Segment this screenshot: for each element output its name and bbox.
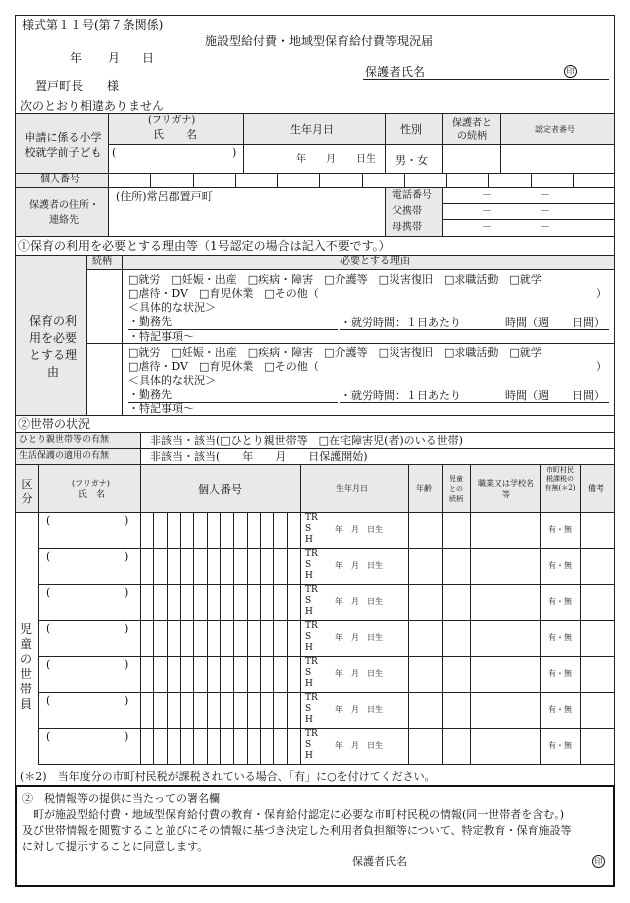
consent-line3: に対して提示することに同意します。 [22, 840, 209, 853]
reason-line2-end: ） [596, 287, 607, 300]
welfare-value: 非該当・該当( 年 月 日保護開始) [150, 450, 368, 463]
digit-cell-divider [220, 656, 221, 692]
digit-cell-divider [404, 173, 405, 187]
dash: － [540, 222, 550, 233]
digit-cell-divider [193, 173, 194, 187]
phone-label: 電話番号 [392, 190, 432, 201]
digit-cell-divider [362, 173, 363, 187]
header-kubun: 区分 [21, 478, 33, 505]
digit-cell-divider [247, 548, 248, 584]
paren-open: ( [46, 550, 51, 563]
col-divider [580, 464, 581, 764]
hours-days: 日間） [572, 316, 605, 329]
reason-line4 [128, 388, 172, 402]
consent-title: ② 税情報等の提供に当たっての署名欄 [22, 792, 220, 805]
digit-cell-divider [319, 173, 320, 187]
guardian-name-label: 保護者氏名 [365, 65, 426, 79]
col-divider [38, 464, 39, 764]
dash: － [482, 206, 492, 217]
row-divider [38, 548, 615, 549]
paren-close: ) [124, 658, 129, 671]
era-label: S [305, 704, 312, 714]
single-parent-label: ひとり親世帯等の有無 [19, 435, 110, 445]
reason-line3: ＜具体的な状況＞ [128, 374, 216, 387]
digit-cell-divider [220, 584, 221, 620]
date-year-label: 年 [70, 51, 83, 65]
reason-line5: ・特記事項～ [128, 402, 194, 415]
era-label: TR [305, 657, 318, 667]
birth-value: 年 月 日生 [335, 561, 383, 570]
digit-cell-divider [153, 584, 154, 620]
digit-cell-divider [193, 584, 194, 620]
paren-open: ( [46, 622, 51, 635]
digit-cell-divider [287, 548, 288, 584]
col-divider [300, 464, 301, 764]
row-divider [38, 692, 615, 693]
paren-close: ) [124, 550, 129, 563]
birth-value: 年 月 日生 [335, 525, 383, 534]
digit-cell-divider [167, 728, 168, 764]
digit-cell-divider [573, 173, 574, 187]
birth-value: 年 月 日生 [296, 154, 376, 165]
digit-cell-divider [260, 728, 261, 764]
digit-cell-divider [277, 173, 278, 187]
digit-cell-divider [153, 728, 154, 764]
col-reason: 必要とする理由 [340, 256, 410, 267]
workplace-label: ・勤務先 [128, 388, 172, 401]
digit-cell-divider [207, 692, 208, 728]
applicant-row-label: 申請に係る小学校就学前子ども [24, 131, 102, 159]
digit-cell-divider [153, 656, 154, 692]
tax-value: 有・無 [548, 525, 572, 534]
digit-cell-divider [207, 512, 208, 548]
digit-cell-divider [260, 692, 261, 728]
tax-value: 有・無 [548, 633, 572, 642]
digit-cell-divider [260, 620, 261, 656]
dash: － [540, 206, 550, 217]
reason-line2: □虐待・DV □育児休業 □その他（ [128, 287, 319, 300]
digit-cell-divider [247, 512, 248, 548]
digit-cell-divider [153, 620, 154, 656]
digit-cell-divider [193, 692, 194, 728]
era-label: H [305, 607, 313, 617]
reason-line2-end: ） [596, 360, 607, 373]
digit-cell-divider [247, 656, 248, 692]
digit-cell-divider [207, 584, 208, 620]
digit-cell-divider [167, 692, 168, 728]
digit-cell-divider [167, 620, 168, 656]
digit-cell-divider [193, 620, 194, 656]
consent-line2: 及び世帯情報を閲覧すること並びにその情報に基づき決定した利用者負担額等について、特定教育・保育施設等 [22, 824, 572, 837]
welfare-label: 生活保護の適用の有無 [19, 451, 110, 461]
digit-cell-divider [273, 548, 274, 584]
personal-no-label: 個人番号 [40, 174, 80, 185]
birth-value: 年 月 日生 [335, 597, 383, 606]
digit-cell-divider [180, 584, 181, 620]
seal-mark: 印 [564, 65, 577, 78]
digit-cell-divider [207, 728, 208, 764]
birth-value: 年 月 日生 [335, 633, 383, 642]
reason-line3: ＜具体的な状況＞ [128, 301, 216, 314]
dash: － [482, 190, 492, 201]
header-tax: 市町村民税課税の有無(＊2) [544, 466, 576, 492]
era-label: S [305, 560, 312, 570]
digit-cell-divider [273, 512, 274, 548]
digit-cell-divider [220, 620, 221, 656]
paren-close: ) [124, 622, 129, 635]
digit-cell-divider [180, 728, 181, 764]
era-label: S [305, 524, 312, 534]
hours-label: ・就労時間：１日あたり [340, 316, 461, 329]
era-label: S [305, 632, 312, 642]
digit-cell-divider [193, 548, 194, 584]
paren-open: ( [112, 146, 117, 159]
side-label: 児童の世帯員 [19, 622, 32, 711]
section2-title: ②世帯の状況 [18, 417, 91, 431]
dash: － [482, 222, 492, 233]
digit-cell-divider [233, 656, 234, 692]
era-label: TR [305, 693, 318, 703]
paren-close: ) [124, 514, 129, 527]
hours-label: ・就労時間：１日あたり [340, 389, 461, 402]
paren-open: ( [46, 658, 51, 671]
tax-value: 有・無 [548, 669, 572, 678]
digit-cell-divider [193, 656, 194, 692]
digit-cell-divider [153, 692, 154, 728]
birth-value: 年 月 日生 [335, 705, 383, 714]
era-label: S [305, 596, 312, 606]
col-divider [470, 464, 471, 764]
digit-cell-divider [260, 656, 261, 692]
digit-cell-divider [153, 548, 154, 584]
digit-cell-divider [287, 692, 288, 728]
era-label: H [305, 751, 313, 761]
reason-line4 [128, 315, 172, 329]
hours-week: 時間（週 [505, 389, 549, 402]
section1-title: ①保育の利用を必要とする理由等（1号認定の場合は記入不要です。） [18, 239, 391, 253]
row-divider [38, 584, 615, 585]
era-label: TR [305, 585, 318, 595]
col-divider [540, 464, 541, 764]
era-label: H [305, 679, 313, 689]
digit-cell-divider [235, 173, 236, 187]
digit-cell-divider [287, 584, 288, 620]
row-divider [38, 728, 615, 729]
digit-cell-divider [287, 512, 288, 548]
digit-cell-divider [207, 620, 208, 656]
digit-cell-divider [167, 656, 168, 692]
digit-cell-divider [247, 692, 248, 728]
paren-close: ) [232, 146, 237, 159]
reason-line1: □就労 □妊娠・出産 □疾病・障害 □介護等 □災害復旧 □求職活動 □就学 [128, 346, 542, 359]
row-divider [38, 656, 615, 657]
header-relation: 児童との続柄 [449, 475, 463, 503]
digit-cell-divider [273, 584, 274, 620]
row-divider [38, 620, 615, 621]
digit-cell-divider [531, 173, 532, 187]
sex-value: 男・女 [395, 154, 428, 167]
paren-open: ( [46, 514, 51, 527]
digit-cell-divider [167, 548, 168, 584]
digit-cell-divider [233, 548, 234, 584]
header-birth: 生年月日 [336, 484, 368, 493]
name-label: 氏 名 [153, 128, 197, 141]
digit-cell-divider [220, 512, 221, 548]
digit-cell-divider [233, 584, 234, 620]
tax-value: 有・無 [548, 705, 572, 714]
digit-cell-divider [260, 584, 261, 620]
digit-cell-divider [167, 512, 168, 548]
digit-cell-divider [273, 692, 274, 728]
era-label: TR [305, 513, 318, 523]
relation-label: 保護者との続柄 [452, 118, 492, 142]
era-label: H [305, 715, 313, 725]
digit-cell-divider [167, 584, 168, 620]
statement: 次のとおり相違ありません [20, 99, 165, 113]
header-furigana: (フリガナ) [72, 479, 110, 488]
footnote: (＊2) 当年度分の市町村民税が課税されている場合、「有」に○を付けてください。 [20, 770, 436, 783]
consent-seal-mark: 印 [592, 855, 605, 868]
father-mobile-label: 父携帯 [392, 206, 422, 217]
section1-row-label: 保育の利用を必要とする理由 [28, 314, 77, 379]
digit-cell-divider [233, 728, 234, 764]
birth-value: 年 月 日生 [335, 669, 383, 678]
addressee: 置戸町長 様 [35, 79, 120, 93]
form-title: 施設型給付費・地域型保育給付費等現況届 [205, 34, 434, 48]
digit-cell-divider [260, 512, 261, 548]
dash: － [540, 190, 550, 201]
guardian-label: 保護者の住所・連絡先 [29, 200, 99, 226]
digit-cell-divider [207, 548, 208, 584]
mother-mobile-label: 母携帯 [392, 222, 422, 233]
guardian-name-underline [363, 79, 609, 80]
digit-cell-divider [273, 728, 274, 764]
digit-cell-divider [287, 620, 288, 656]
header-job: 職業又は学校名等 [478, 479, 534, 499]
digit-cell-divider [247, 584, 248, 620]
digit-cell-divider [233, 620, 234, 656]
paren-close: ) [124, 694, 129, 707]
hours-days: 日間） [572, 389, 605, 402]
header-age: 年齢 [416, 484, 432, 493]
hours-week: 時間（週 [505, 316, 549, 329]
digit-cell-divider [150, 173, 151, 187]
consent-name-label: 保護者氏名 [352, 855, 407, 868]
header-myno: 個人番号 [198, 483, 242, 496]
digit-cell-divider [180, 656, 181, 692]
sex-label: 性別 [400, 123, 422, 136]
era-label: H [305, 643, 313, 653]
col-relation: 続柄 [92, 256, 112, 267]
digit-cell-divider [220, 728, 221, 764]
birth-value: 年 月 日生 [335, 741, 383, 750]
reason-line1: □就労 □妊娠・出産 □疾病・障害 □介護等 □災害復旧 □求職活動 □就学 [128, 273, 542, 286]
guardian-address: (住所)常呂郡置戸町 [116, 190, 213, 203]
furigana-label: (フリガナ) [148, 115, 196, 126]
digit-cell-divider [180, 692, 181, 728]
tax-value: 有・無 [548, 741, 572, 750]
era-label: H [305, 535, 313, 545]
digit-cell-divider [260, 548, 261, 584]
date-day-label: 日 [142, 51, 155, 65]
digit-cell-divider [193, 512, 194, 548]
divider [108, 144, 615, 145]
digit-cell-divider [193, 728, 194, 764]
paren-open: ( [46, 694, 51, 707]
era-label: TR [305, 549, 318, 559]
era-label: H [305, 571, 313, 581]
era-label: S [305, 740, 312, 750]
reason-line5: ・特記事項～ [128, 330, 194, 343]
digit-cell-divider [153, 512, 154, 548]
digit-cell-divider [247, 728, 248, 764]
col-divider [442, 464, 443, 764]
digit-cell-divider [247, 620, 248, 656]
col-divider [408, 464, 409, 764]
digit-cell-divider [180, 548, 181, 584]
date-month-label: 月 [108, 51, 121, 65]
digit-cell-divider [180, 620, 181, 656]
tax-value: 有・無 [548, 597, 572, 606]
digit-cell-divider [220, 548, 221, 584]
paren-close: ) [124, 586, 129, 599]
header-name: 氏 名 [78, 490, 106, 500]
digit-cell-divider [207, 656, 208, 692]
digit-cell-divider [287, 656, 288, 692]
cert-label: 認定者番号 [535, 125, 575, 134]
col-divider [140, 464, 141, 764]
era-label: S [305, 668, 312, 678]
digit-cell-divider [488, 173, 489, 187]
paren-close: ) [124, 730, 129, 743]
digit-cell-divider [233, 692, 234, 728]
tax-value: 有・無 [548, 561, 572, 570]
consent-line1: 町が施設型給付費・地域型保育給付費の教育・保育給付認定に必要な市町村民税の情報(同一世帯者を含む。) [33, 808, 565, 821]
digit-cell-divider [180, 512, 181, 548]
digit-cell-divider [287, 728, 288, 764]
digit-cell-divider [233, 512, 234, 548]
paren-open: ( [46, 730, 51, 743]
birth-label: 生年月日 [290, 123, 334, 136]
single-parent-value: 非該当・該当(□ひとり親世帯等 □在宅障害児(者)のいる世帯) [150, 434, 463, 447]
digit-cell-divider [446, 173, 447, 187]
digit-cell-divider [220, 692, 221, 728]
era-label: TR [305, 729, 318, 739]
digit-cell-divider [273, 620, 274, 656]
row-divider [38, 764, 615, 765]
header-note: 備考 [588, 484, 604, 493]
digit-cell-divider [273, 656, 274, 692]
form-number: 様式第１１号(第７条関係) [22, 18, 164, 32]
paren-open: ( [46, 586, 51, 599]
reason-line2: □虐待・DV □育児休業 □その他（ [128, 360, 319, 373]
era-label: TR [305, 621, 318, 631]
workplace-label: ・勤務先 [128, 315, 172, 328]
